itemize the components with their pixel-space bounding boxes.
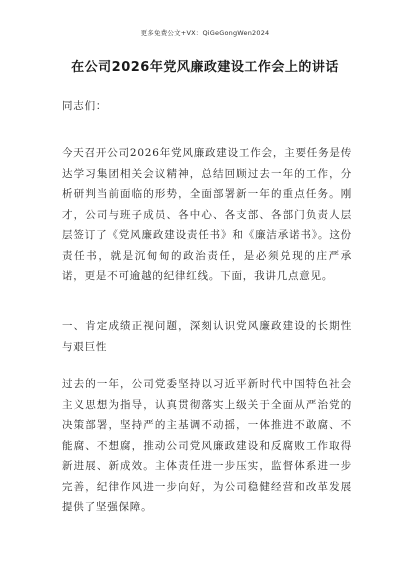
paragraph-achievements: 过去的一年，公司党委坚持以习近平新时代中国特色社会主义思想为指导，认真贯彻落实上级关于全面从严治党的决策部署，坚持严的主基调不动摇，一体推进不敢腐、不能腐、不想腐，推动公司党风廉政建设和反腐败工作取得新进展、新成效。主体责任进一步压实，监督体系进一步完善，纪律作风进一步向好，为公司稳健经营和改革发展提供了坚强保障。 [62, 378, 352, 513]
salutation: 同志们： [62, 100, 108, 112]
document-title: 在公司2026年党风廉政建设工作会上的讲话 [71, 60, 339, 75]
section-heading-1: 一、肯定成绩正视问题，深刻认识党风廉政建设的长期性与艰巨性 [62, 320, 352, 353]
header-note: 更多免费公文+VX：QiGeGongWen2024 [140, 29, 270, 37]
paragraph-intro: 今天召开公司2026年党风廉政建设工作会，主要任务是传达学习集团相关会议精神，总结回顾过去一年的工作，分析研判当前面临的形势，全面部署新一年的重点任务。刚才，公司与班子成员、各中心、各支部、各部门负责人层层签订了《党风廉政建设责任书》和《廉洁承诺书》。这份责任书，就是沉甸甸的政治责任，是必须兑现的庄严承诺，更是不可逾越的纪律红线。下面，我讲几点意见。 [62, 147, 352, 282]
